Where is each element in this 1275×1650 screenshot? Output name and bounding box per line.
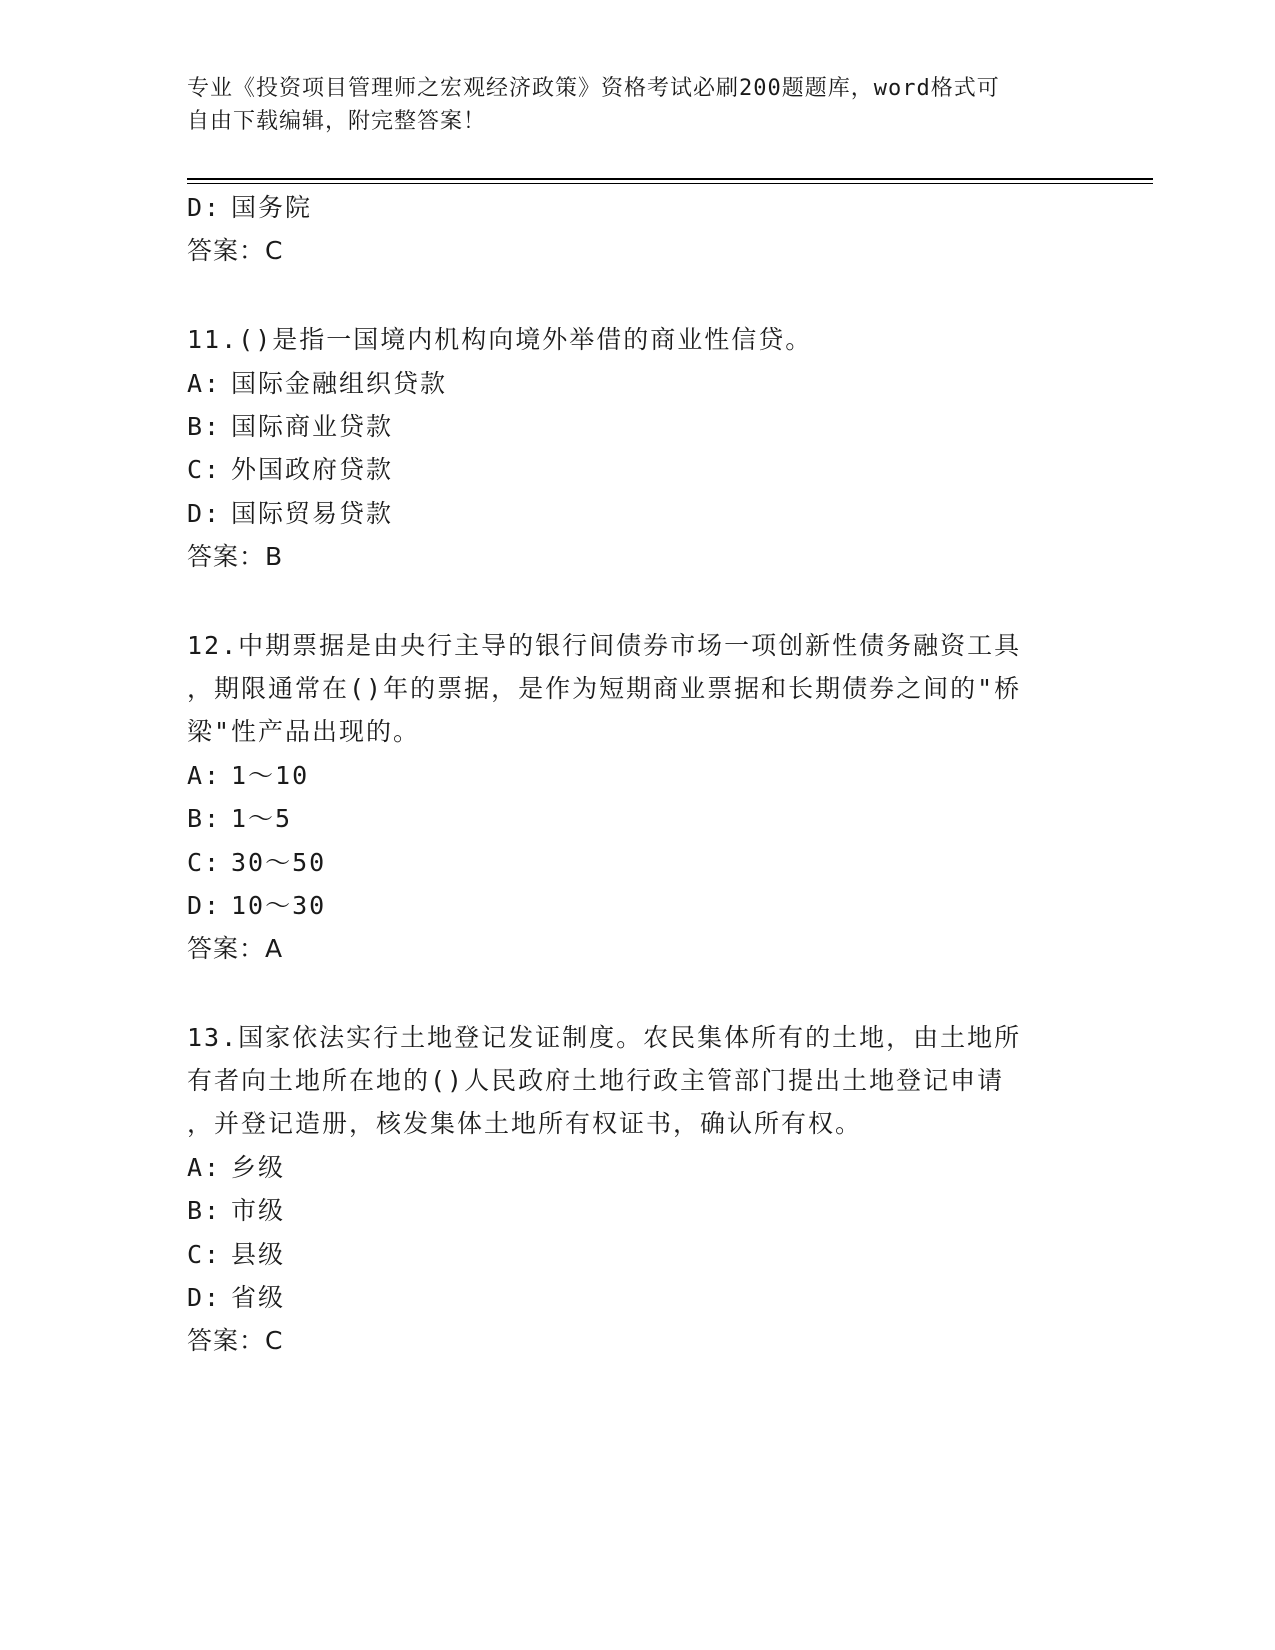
option-key: B: [187,412,222,441]
q13-option-d [187,1283,285,1313]
option-key: C: [187,455,222,484]
option-text: 1～5 [231,804,293,833]
option-text: 国际金融组织贷款 [231,369,448,398]
q13-option-b [187,1196,285,1226]
option-key: A: [187,369,222,398]
q12-option-d [187,891,326,921]
option-text: 市级 [231,1196,286,1225]
q13-option-c [187,1240,285,1270]
q11-text-line-1: 11.()是指一国境内机构向境外举借的商业性信贷。 [187,325,813,354]
option-text: 外国政府贷款 [231,455,394,484]
option-text: 30～50 [231,848,327,877]
option-key: D: [187,499,222,528]
option-text: 国务院 [231,193,313,222]
header-line-1: 专业《投资项目管理师之宏观经济政策》资格考试必刷200题题库，word格式可 [187,76,1000,101]
option-text: 1～10 [231,761,310,790]
q12-option-c [187,848,326,878]
header-rule-thick [187,178,1153,180]
q13-text-line-1: 13.国家依法实行土地登记发证制度。农民集体所有的土地，由土地所 [187,1023,1022,1052]
option-text: 国际商业贷款 [231,412,394,441]
q11-option-d [187,499,393,529]
prev-answer: 答案：C [187,236,284,265]
option-key: B: [187,1196,222,1225]
q13-text-line-3: ，并登记造册，核发集体土地所有权证书，确认所有权。 [187,1109,863,1138]
page-header [187,72,1067,138]
q12-answer: 答案：A [187,934,284,963]
option-text: 县级 [231,1240,286,1269]
option-key: B: [187,804,222,833]
option-text: 10～30 [231,891,327,920]
header-line-2: 自由下载编辑，附完整答案！ [187,109,487,134]
header-rule-thin [187,183,1153,184]
q11-option-c [187,455,393,485]
option-key: C: [187,848,222,877]
option-key: D: [187,1283,222,1312]
q11-option-a [187,369,447,399]
q13-answer: 答案：C [187,1326,284,1355]
q12-text-line-2: ，期限通常在()年的票据，是作为短期商业票据和长期债券之间的"桥 [187,674,1022,703]
q13-text-line-2: 有者向土地所在地的()人民政府土地行政主管部门提出土地登记申请 [187,1066,1005,1095]
q13-option-a [187,1153,285,1183]
q11-option-b [187,412,393,442]
prev-option-d [187,193,312,223]
option-key: A: [187,761,222,790]
option-key: C: [187,1240,222,1269]
option-text: 乡级 [231,1153,286,1182]
option-key: D: [187,891,222,920]
option-key: A: [187,1153,222,1182]
q12-option-b [187,804,292,834]
q12-text-line-3: 梁"性产品出现的。 [187,717,421,746]
option-text: 省级 [231,1283,286,1312]
q11-answer: 答案：B [187,542,284,571]
q12-option-a [187,761,309,791]
option-text: 国际贸易贷款 [231,499,394,528]
q12-text-line-1: 12.中期票据是由央行主导的银行间债券市场一项创新性债务融资工具 [187,631,1022,660]
option-key: D: [187,193,222,222]
